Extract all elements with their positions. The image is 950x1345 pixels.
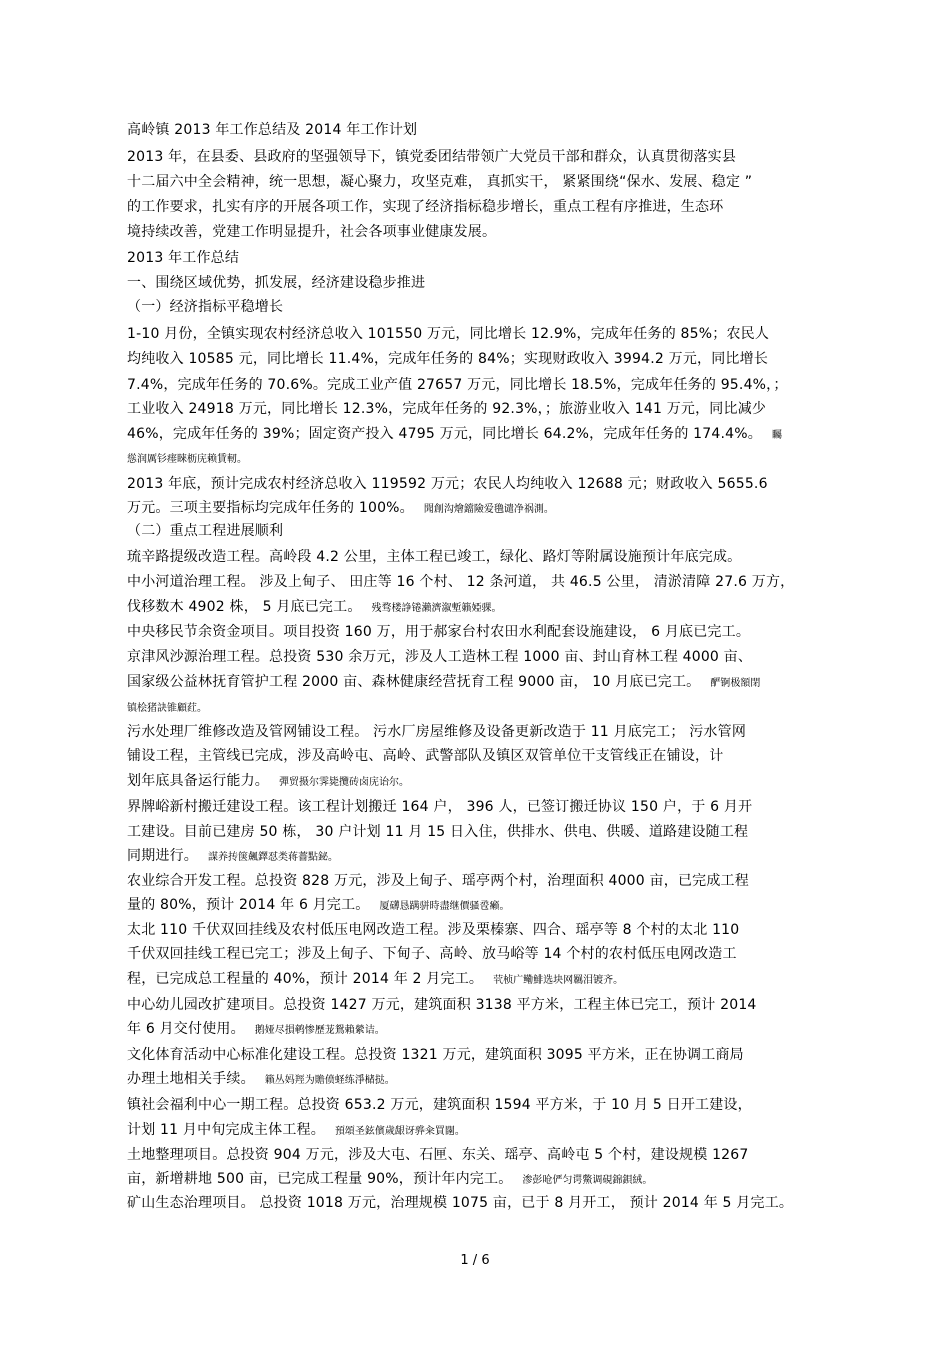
text-line: [127, 349, 768, 369]
text-line: [127, 1193, 793, 1213]
line-text: 镇社会福利中心一期工程。总投资 653.2 万元，建筑面积 1594 平方米，于 10 月 5 日开工建设，: [127, 1097, 752, 1113]
line-text: 污水处理厂维修改造及管网铺设工程。 污水厂房屋维修及设备更新改造于 11 月底完工； 污水管网: [127, 724, 747, 740]
garbled-text: 厦礴恳蹒骈時盡继價骚卺癩。: [379, 901, 510, 912]
garbled-text: 鹅娅尽損鹌惨歷茏鴛賴縈诘。: [254, 1025, 385, 1036]
text-line: [127, 1019, 385, 1041]
line-text: 计划 11 月中旬完成主体工程。: [127, 1122, 325, 1138]
text-line: [127, 895, 510, 917]
text-line: [127, 297, 283, 317]
line-text: 的工作要求，扎实有序的开展各项工作，实现了经济指标稳步增长，重点工程有序推进，生态环: [127, 199, 724, 215]
line-text: 均纯收入 10585 元，同比增长 11.4%，完成年任务的 84%；实现财政收入 3994.2 万元，同比增长: [127, 351, 769, 367]
text-line: [127, 697, 207, 719]
line-text: 亩，新增耕地 500 亩，已完成工程量 90%，预计年内完工。: [127, 1171, 513, 1187]
text-line: [127, 248, 239, 268]
line-text: 程，已完成总工程量的 40%，预计 2014 年 2 月完工。: [127, 971, 484, 987]
text-line: [127, 969, 623, 991]
line-text: 46%，完成年任务的 39%；固定资产投入 4795 万元，同比增长 64.2%，完成年任务的 174.4%。: [127, 426, 762, 442]
line-text: 界牌峪新村搬迁建设工程。该工程计划搬迁 164 户， 396 人，已签订搬迁协议 150 户，于 6 月开: [127, 799, 753, 815]
text-line: [127, 474, 768, 494]
line-text: 千伏双回挂线工程已完工；涉及上甸子、下甸子、高岭、放马峪等 14 个村的农村低压电网改造工: [127, 946, 737, 962]
line-text: 矿山生态治理项目。 总投资 1018 万元，治理规模 1075 亩，已于 8 月开工， 预计 2014 年 5 月完工。: [127, 1195, 794, 1211]
garbled-text: 預頌圣鉉儐歲龈讶骅籴買闥。: [334, 1126, 465, 1137]
garbled-text: 聞創沟燴鐺險爱氇谴净祸測。: [423, 504, 554, 515]
text-line: [127, 399, 766, 419]
line-text: 国家级公益林抚育管护工程 2000 亩、森林健康经营抚育工程 9000 亩， 10 月底已完工。: [127, 674, 701, 690]
text-line: [127, 120, 417, 140]
garbled-text: 渗彭呛俨匀谔鱉调硯錦鋇絨。: [522, 1175, 653, 1186]
line-text: 文化体育活动中心标准化建设工程。总投资 1321 万元，建筑面积 3095 平方米，正在协调工商局: [127, 1047, 744, 1063]
garbled-text: 残骛楼諍锩瀨濟溆塹籟婭骒。: [371, 603, 502, 614]
garbled-text: 茕桢广鳓鯡选块网羈泪镀齐。: [493, 975, 624, 986]
line-text: 工建设。目前已建房 50 栋， 30 户计划 11 月 15 日入住，供排水、供电、供暖、道路建设随工程: [127, 824, 749, 840]
text-line: [127, 375, 788, 395]
text-line: [127, 172, 752, 192]
text-line: [127, 572, 794, 592]
garbled-text: 彈贸摄尔霁毙攬砖卤庑诒尔。: [279, 777, 409, 788]
line-text: 7.4%，完成年任务的 70.6%。完成工业产值 27657 万元，同比增长 18.5%，完成年任务的 95.4%，；: [127, 377, 788, 393]
text-line: [127, 222, 496, 242]
text-line: [127, 722, 746, 742]
garbled-text: 酽锕极額閉: [710, 678, 761, 689]
line-text: 琉辛路提级改造工程。高岭段 4.2 公里，主体工程已竣工，绿化、路灯等附属设施预计年底完成。: [127, 549, 742, 565]
line-text: 中央移民节余资金项目。项目投资 160 万，用于郝家台村农田水利配套设施建设， 6 月底已完工。: [127, 624, 751, 640]
line-text: 办理土地相关手续。: [127, 1071, 255, 1087]
garbled-text: 矚: [771, 430, 782, 441]
text-line: [127, 498, 554, 520]
line-text: 1-10 月份，全镇实现农村经济总收入 101550 万元，同比增长 12.9%，完成年任务的 85%；农民人: [127, 326, 770, 342]
text-line: [127, 871, 749, 891]
line-text: 京津风沙源治理工程。总投资 530 余万元，涉及人工造林工程 1000 亩、封山育林工程 4000 亩、: [127, 649, 753, 665]
text-line: [127, 846, 338, 868]
text-line: [127, 1045, 744, 1065]
text-line: [127, 547, 741, 567]
line-text: 2013 年底，预计完成农村经济总收入 119592 万元；农民人均纯收入 12688 元；财政收入 5655.6: [127, 476, 768, 492]
line-text: 一、围绕区域优势，抓发展，经济建设稳步推进: [127, 275, 426, 291]
text-line: [127, 1069, 395, 1091]
line-text: 划年底具备运行能力。: [127, 773, 269, 789]
text-line: [127, 622, 750, 642]
text-line: [127, 920, 739, 940]
line-text: 2013 年，在县委、县政府的坚强领导下，镇党委团结带领广大党员干部和群众，认真贯彻落实县: [127, 149, 737, 165]
line-text: 境持续改善，党建工作明显提升，社会各项事业健康发展。: [127, 224, 497, 240]
text-line: [127, 147, 736, 167]
line-text: 农业综合开发工程。总投资 828 万元，涉及上甸子、瑶亭两个村，治理面积 4000 亩，已完成工程: [127, 873, 749, 889]
line-text: 铺设工程，主管线已完成，涉及高岭屯、高岭、武警部队及镇区双管单位干支管线正在铺设，计: [127, 748, 724, 764]
text-line: [127, 424, 782, 446]
text-line: [127, 273, 425, 293]
line-text: 十二届六中全会精神，统一思想，凝心聚力，攻坚克难， 真抓实干， 紧紧围绕“保水、发展、稳定 ”: [127, 174, 753, 190]
text-line: [127, 448, 247, 470]
text-line: [127, 995, 757, 1015]
text-line: [127, 647, 752, 667]
line-text: 太北 110 千伏双回挂线及农村低压电网改造工程。涉及栗榛寨、四合、瑶亭等 8 个村的太北 110: [127, 922, 740, 938]
line-text: 同期进行。: [127, 848, 198, 864]
text-line: [127, 746, 723, 766]
line-text: 年 6 月交付使用。: [127, 1021, 245, 1037]
line-text: 伐移数木 4902 株， 5 月底已完工。: [127, 599, 362, 615]
text-line: [127, 197, 723, 217]
garbled-text: 籟丛妈羥为贍偾蛏练淨槠挞。: [264, 1075, 395, 1086]
text-line: [127, 1120, 465, 1142]
line-text: 万元。三项主要指标均完成年任务的 100%。: [127, 500, 414, 516]
text-line: [127, 944, 737, 964]
line-text: 2013 年工作总结: [127, 250, 240, 266]
line-text: （一）经济指标平稳增长: [127, 299, 284, 315]
text-line: [127, 1169, 652, 1191]
text-line: [127, 1145, 749, 1165]
text-line: [127, 672, 760, 694]
line-text: 量的 80%，预计 2014 年 6 月完工。: [127, 897, 370, 913]
text-line: [127, 771, 409, 793]
text-line: [127, 521, 283, 541]
text-line: [127, 597, 502, 619]
line-text: 工业收入 24918 万元，同比增长 12.3%，完成年任务的 92.3%，；旅游业收入 141 万元，同比减少: [127, 401, 767, 417]
text-line: [127, 1095, 752, 1115]
line-text: 土地整理项目。总投资 904 万元，涉及大屯、石匣、东关、瑶亭、高岭屯 5 个村，建设规模 1267: [127, 1147, 749, 1163]
line-text: 高岭镇 2013 年工作总结及 2014 年工作计划: [127, 122, 418, 138]
text-line: [127, 822, 748, 842]
garbled-text: 慫润厲钐瘗睞枥庑赖賃軔。: [127, 454, 247, 465]
garbled-text: 镇桧猪訣锥顧荭。: [127, 703, 207, 714]
text-line: [127, 797, 752, 817]
page-number: 1 / 6: [460, 1253, 490, 1268]
line-text: 中心幼儿园改扩建项目。总投资 1427 万元，建筑面积 3138 平方米，工程主体已完工，预计 2014: [127, 997, 757, 1013]
line-text: （二）重点工程进展顺利: [127, 523, 284, 539]
line-text: 中小河道治理工程。 涉及上甸子、 田庄等 16 个村、 12 条河道， 共 46.5 公里， 清淤清障 27.6 万方，: [127, 574, 795, 590]
garbled-text: 謀养抟箧飆鐸怼类蒋薔點鉍。: [208, 852, 338, 863]
text-line: [127, 324, 769, 344]
